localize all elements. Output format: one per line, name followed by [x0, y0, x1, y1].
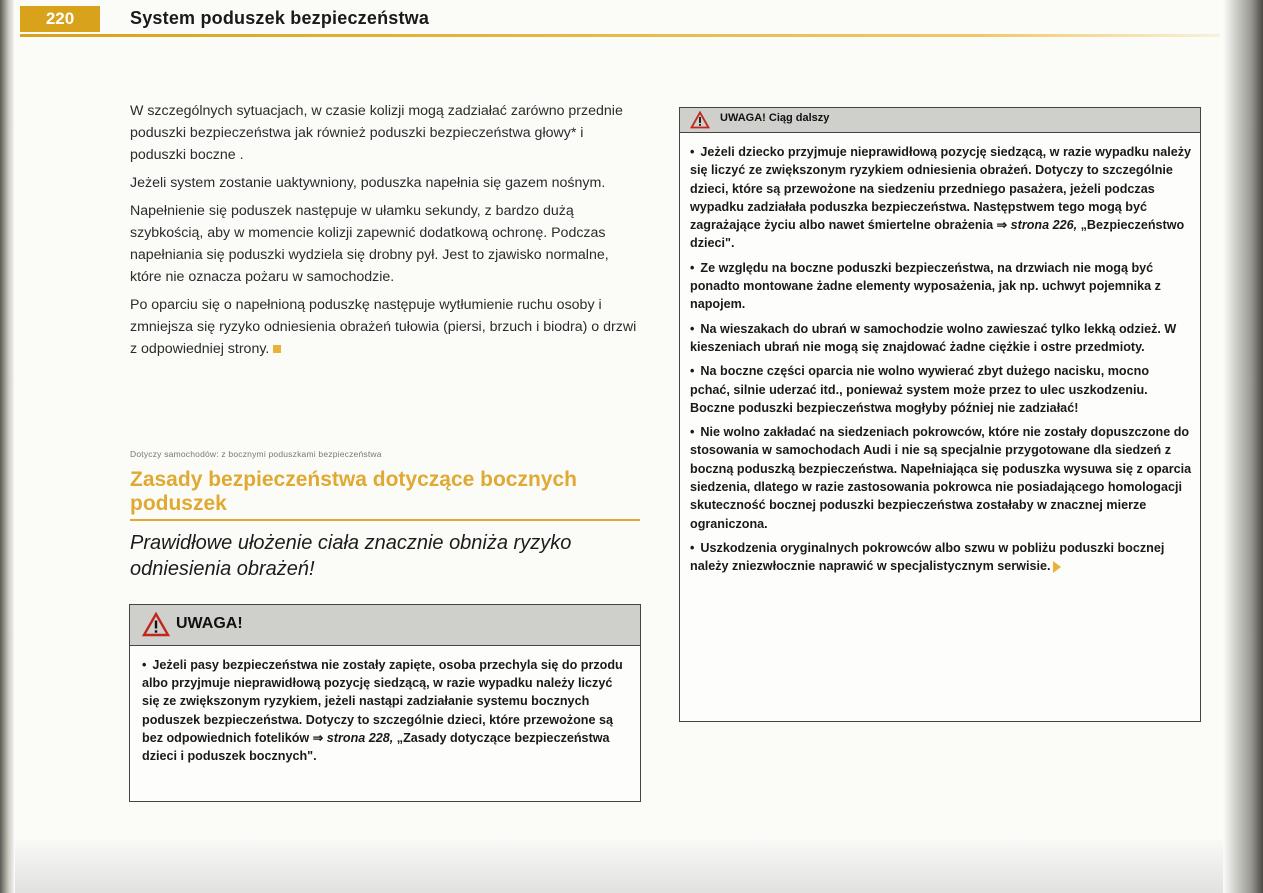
bullet-icon: •	[690, 540, 695, 555]
warning-item-text-end: „Zasady dotyczące bezpieczeństwa dzieci i poduszek bocznych".	[142, 730, 610, 764]
continue-arrow-icon	[1053, 561, 1061, 573]
warning-item-text: Na boczne części oparcia nie wolno wywierać zbyt dużego nacisku, mocno pchać, silnie uderzać itd., ponieważ system może przez to ulec uszkodzeniu. Boczne poduszki bezpieczeństwa mogłyby później nie zadziałać!	[690, 364, 1150, 415]
applicability-caption: Dotyczy samochodów: z bocznymi poduszkami bezpieczeństwa	[130, 449, 382, 459]
page-bottom-shade	[15, 840, 1223, 893]
warning-header	[130, 605, 640, 646]
warning-item	[690, 539, 1192, 576]
paragraph: Napełnienie się poduszek następuje w ułamku sekundy, z bardzo dużą szybkością, aby w momencie kolizji zapewnić dodatkową ochronę. Podczas napełniania się poduszki wydziela się drobny pył. Jest to zjawisko normalne, które nie oznacza pożaru w samochodzie.	[130, 203, 609, 285]
warning-triangle-icon	[690, 111, 710, 129]
bullet-icon: •	[690, 425, 695, 440]
bullet-icon: •	[142, 658, 147, 672]
paragraph: Jeżeli system zostanie uaktywniony, poduszka napełnia się gazem nośnym.	[130, 175, 606, 191]
page-number: 220	[20, 6, 100, 32]
warning-box	[129, 604, 641, 802]
paragraph: W szczególnych sytuacjach, w czasie kolizji mogą zadziałać zarówno przednie poduszki bezpieczeństwa jak również poduszki bezpieczeństwa głowy* i poduszki boczne .	[130, 103, 623, 163]
warning-triangle-icon	[142, 612, 170, 637]
warning-label: UWAGA! Ciąg dalszy	[720, 112, 830, 124]
bullet-icon: •	[690, 321, 695, 336]
warning-item-text: Uszkodzenia oryginalnych pokrowców albo szwu w pobliżu poduszki bocznej należy zniezwłocznie naprawić w specjalistycznym serwisie.	[690, 540, 1165, 574]
warning-label: UWAGA!	[176, 615, 243, 632]
warning-item-text: Ze względu na boczne poduszki bezpieczeństwa, na drzwiach nie mogą być ponadto montowane żadne elementy wyposażenia, jak np. uchwyt pojemnika z napojem.	[690, 260, 1161, 312]
warning-item-text-end: „Bezpieczeństwo dzieci".	[690, 218, 1185, 251]
warning-item	[690, 320, 1192, 357]
page-title: System poduszek bezpieczeństwa	[130, 8, 430, 28]
warning-box-continued	[679, 107, 1201, 722]
warning-body	[130, 646, 640, 765]
warning-item	[690, 143, 1192, 253]
bullet-icon: •	[690, 260, 695, 275]
warning-item	[690, 259, 1192, 314]
warning-item-text: Na wieszakach do ubrań w samochodzie wolno zawieszać tylko lekką odzież. W kieszeniach ubrań nie mogą się znajdować żadne ciężkie i ostre przedmioty.	[690, 321, 1177, 354]
paragraph: Po oparciu się o napełnioną poduszkę następuje wytłumienie ruchu osoby i zmniejsza się ryzyko odniesienia obrażeń tułowia (piersi, brzuch i biodra) o drzwi z odpowiedniej strony.	[130, 297, 637, 357]
warning-item	[690, 362, 1192, 417]
warning-item	[142, 656, 630, 765]
warning-body	[680, 133, 1200, 576]
warning-header	[680, 108, 1200, 133]
paragraph-with-end-mark	[130, 294, 642, 360]
warning-item	[690, 423, 1192, 533]
bullet-icon: •	[690, 364, 695, 379]
page-reference-link[interactable]: strona 228,	[326, 730, 394, 745]
page-header	[20, 6, 1220, 36]
end-of-section-marker	[273, 345, 281, 353]
section-heading: Zasady bezpieczeństwa dotyczące bocznych poduszek	[130, 468, 577, 515]
warning-item-text: Jeżeli dziecko przyjmuje nieprawidłową pozycję siedzącą, w razie wypadku należy się liczyć ze zwiększonym ryzykiem odniesienia obrażeń. Dotyczy to szczególnie dzieci, które są przewożone na siedzeniu przedniego pasażera, jeżeli podczas wypadku zadziałała poduszka bezpieczeństwa. Następstwem tego mogą być zagrażające życiu albo nawet śmiertelne obrażenia ⇒	[690, 145, 1192, 233]
warning-item-text: Nie wolno zakładać na siedzeniach pokrowców, które nie zostały dopuszczone do stosowania w samochodach Audi i nie są specjalnie przygotowane dla siedzeń z boczną poduszką bezpieczeństwa. Napełniająca się poduszka wysuwa się z oparcia siedzenia, dlatego w razie zastosowania pokrowca nie posiadającego homologacji skuteczność bocznej poduszki bezpieczeństwa zostałaby w znacznej mierze ograniczona.	[690, 425, 1192, 531]
bullet-icon: •	[690, 145, 695, 159]
page-binding-shadow-left	[0, 0, 14, 893]
section-rule	[130, 519, 640, 521]
warning-item-text: Jeżeli pasy bezpieczeństwa nie zostały zapięte, osoba przechyla się do przodu albo przyjmuje nieprawidłową pozycję siedzącą, w razie wypadku należy liczyć się ze zwiększonym ryzykiem, jeżeli nastąpi zadziałanie systemu bocznych poduszek bezpieczeństwa. Dotyczy to szczególnie dzieci, które przewożone są bez odpowiednich fotelików ⇒	[142, 658, 623, 745]
section-subtitle: Prawidłowe ułożenie ciała znacznie obniża ryzyko odniesienia obrażeń!	[130, 532, 572, 580]
page-binding-shadow-right	[1223, 0, 1263, 893]
page-reference-link[interactable]: strona 226,	[1010, 218, 1078, 233]
body-text	[130, 100, 642, 366]
header-rule	[20, 34, 1220, 37]
